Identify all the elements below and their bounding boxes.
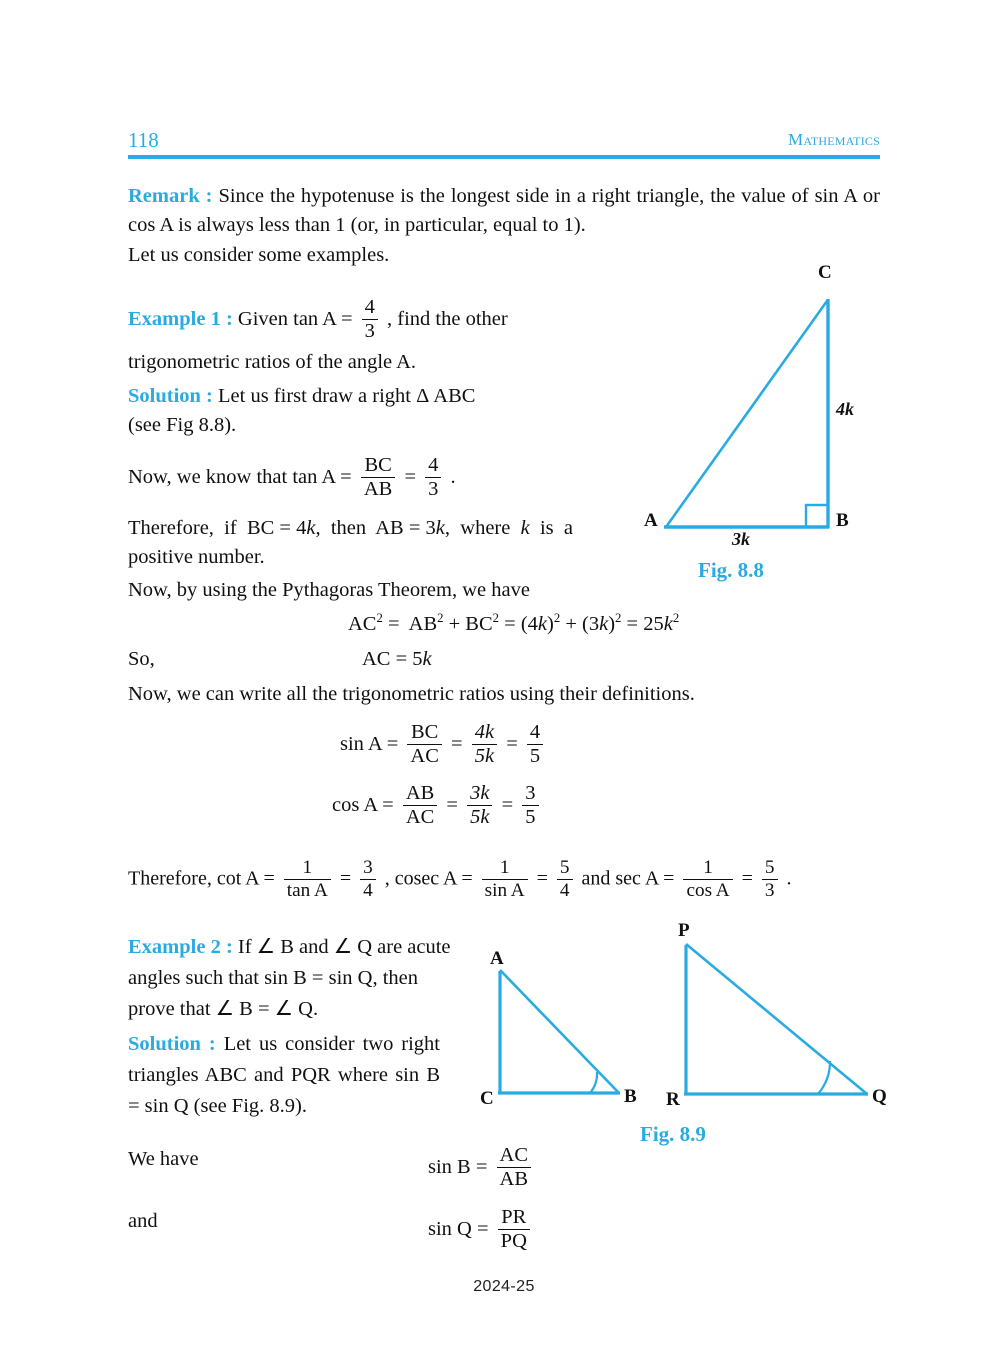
equals-sign: = — [404, 466, 417, 489]
ac-over-ab-fraction — [497, 1144, 531, 1191]
angle-arc-q — [818, 1061, 830, 1094]
cot-f2-den: 4 — [360, 879, 376, 902]
sin-a-label: sin A = — [340, 733, 399, 756]
cot-f1-num: 1 — [302, 857, 313, 878]
vertex-label-a-small: A — [490, 948, 504, 969]
vertex-label-a: A — [644, 510, 658, 531]
so-text: So, — [128, 648, 155, 670]
3-over-5-fraction — [522, 782, 538, 829]
example-1-label: Example 1 : — [128, 308, 233, 331]
solution-2-block — [128, 1029, 440, 1122]
therefore-bc-paragraph — [128, 514, 598, 572]
three-denominator: 3 — [425, 477, 441, 501]
segment-pq — [686, 944, 867, 1094]
sin-a-f3-num: 4 — [529, 721, 541, 743]
cosec-label: , cosec A = — [384, 867, 473, 890]
vertex-label-c-small: C — [480, 1088, 494, 1109]
sin-q-equation — [428, 1207, 534, 1254]
pythagoras-text: Now, by using the Pythagoras Theorem, we have — [128, 579, 530, 601]
example-1-text-c: trigonometric ratios of the angle A. — [128, 351, 417, 373]
cos-a-f2-den: 5k — [467, 805, 492, 829]
sin-a-f1-num: BC — [410, 721, 439, 743]
cos-a-label: cos A = — [332, 794, 394, 817]
header-rule — [128, 155, 880, 159]
sin-a-f1-den: AC — [407, 744, 441, 768]
now-know-text: Now, we know that tan A = — [128, 466, 352, 489]
solution-1-label: Solution : — [128, 385, 213, 407]
page-header — [128, 128, 880, 164]
example-1-continuation — [128, 348, 608, 377]
and-text: and — [128, 1210, 158, 1232]
therefore-bc-text: Therefore, if BC = 4k, then AB = 3k, where k is a positive number. — [128, 517, 574, 568]
sec-f2-den: 3 — [762, 879, 778, 902]
sin-q-num: PR — [501, 1206, 527, 1228]
sin-a-equation — [340, 722, 547, 769]
cosec-f1-num: 1 — [499, 857, 510, 878]
4k-over-5k-fraction — [472, 721, 497, 768]
solution-2-text: Let us consider two right triangles ABC and PQR where sin B = sin Q (see Fig. 8.9). — [128, 1033, 441, 1117]
sin-a-eq2: = — [506, 733, 518, 756]
example-2-label: Example 2 : — [128, 936, 233, 958]
vertex-label-r: R — [666, 1089, 680, 1110]
bc-over-ac-fraction — [407, 721, 441, 768]
solution-1-text-a: Let us first draw a right Δ ABC — [218, 385, 476, 407]
sin-b-label: sin B = — [428, 1156, 488, 1179]
vertex-label-p: P — [678, 920, 690, 941]
figure-8-9 — [478, 918, 898, 1118]
consider-examples-line — [128, 241, 880, 270]
footer-year: 2024-25 — [473, 1278, 535, 1295]
segment-ac — [666, 301, 827, 527]
sin-b-equation — [428, 1145, 535, 1192]
chapter-name: Mathematics — [788, 130, 880, 149]
example-1-statement — [128, 297, 608, 344]
write-ratios-line — [128, 680, 868, 709]
cosec-f2-num: 5 — [559, 857, 570, 878]
figure-8-8-caption: Fig. 8.8 — [698, 558, 764, 582]
3k-over-5k-fraction — [467, 782, 492, 829]
example-2-statement — [128, 932, 466, 1025]
figure-8-9-drawing — [478, 918, 898, 1118]
tan-a-ratio-line — [128, 455, 628, 502]
sec-label: and sec A = — [581, 867, 675, 890]
solution-1-block — [128, 382, 598, 440]
cosec-eq: = — [536, 867, 548, 890]
remark-label: Remark : — [128, 185, 213, 207]
segment-ab-small — [500, 970, 619, 1093]
cot-f2-num: 3 — [363, 857, 373, 878]
three-over-four-fraction — [360, 857, 376, 901]
one-over-tan-a-fraction — [284, 857, 331, 901]
side-label-4k: 4k — [836, 399, 854, 419]
sin-q-den: PQ — [498, 1229, 530, 1253]
five-over-three-fraction — [762, 857, 778, 901]
and-label — [128, 1207, 158, 1236]
so-label — [128, 645, 155, 674]
therefore-cot-label: Therefore, cot A = — [128, 867, 275, 890]
example-1-text-a: Given tan A = — [237, 308, 353, 331]
sin-a-f2-den: 5k — [472, 744, 497, 768]
solution-1-text-b: (see Fig 8.8). — [128, 414, 237, 436]
vertex-label-c: C — [818, 262, 832, 283]
4-over-5-fraction — [527, 721, 543, 768]
cosec-f2-den: 4 — [557, 879, 573, 902]
five-over-four-fraction — [557, 857, 573, 901]
vertex-label-q: Q — [872, 1086, 887, 1107]
we-have-label — [128, 1145, 199, 1174]
ac-equals-equation — [362, 645, 432, 674]
sec-period: . — [786, 867, 792, 890]
sec-f2-num: 5 — [764, 857, 775, 878]
pr-over-pq-fraction — [498, 1206, 530, 1253]
cos-a-equation — [332, 783, 543, 830]
sec-f1-num: 1 — [703, 857, 713, 878]
angle-arc-b — [590, 1072, 597, 1093]
sin-b-num: AC — [499, 1144, 529, 1166]
example-2-text: If ∠ B and ∠ Q are acute angles such that sin B = sin Q, then prove that ∠ B = ∠ Q. — [128, 936, 451, 1020]
four-numerator: 4 — [428, 454, 439, 476]
sin-a-eq1: = — [451, 733, 463, 756]
cos-a-eq2: = — [501, 794, 514, 817]
figure-8-8 — [640, 262, 890, 588]
sin-b-den: AB — [497, 1167, 531, 1191]
ac-squared-equation — [348, 610, 888, 639]
tan-a-numerator: 4 — [364, 296, 375, 318]
sec-f1-den: cos A — [683, 879, 732, 902]
remark-paragraph — [128, 182, 880, 240]
ab-denominator: AB — [361, 477, 395, 501]
cos-a-f3-num: 3 — [525, 782, 536, 804]
remark-text: Since the hypotenuse is the longest side in a right triangle, the value of sin A or cos A is always less than 1 (or, in particular, equal to 1). — [128, 185, 880, 236]
ac-equals-text: AC = 5k — [362, 648, 432, 670]
tan-a-denominator: 3 — [362, 319, 378, 343]
cosec-f1-den: sin A — [482, 879, 528, 902]
ab-over-ac-fraction — [403, 782, 437, 829]
page-number: 118 — [128, 128, 159, 152]
cos-a-eq1: = — [446, 794, 458, 817]
we-have-text: We have — [128, 1148, 199, 1170]
right-angle-marker — [806, 505, 828, 527]
period: . — [450, 466, 456, 489]
sin-a-f3-den: 5 — [527, 744, 543, 768]
sin-a-f2-num: 4k — [474, 721, 495, 743]
four-over-three-fraction — [425, 454, 441, 501]
sin-q-label: sin Q = — [428, 1218, 489, 1241]
one-over-cos-a-fraction — [683, 857, 732, 901]
example-1-text-b: , find the other — [387, 308, 508, 331]
vertex-label-b-small: B — [624, 1086, 637, 1107]
sec-eq: = — [741, 867, 753, 890]
bc-numerator: BC — [364, 454, 392, 476]
consider-examples-text: Let us consider some examples. — [128, 244, 390, 266]
cos-a-f2-num: 3k — [470, 782, 490, 804]
write-ratios-text: Now, we can write all the trigonometric ratios using their definitions. — [128, 683, 695, 705]
side-label-3k: 3k — [732, 529, 750, 549]
cot-eq: = — [339, 867, 352, 890]
cot-f1-den: tan A — [284, 879, 331, 902]
cos-a-f3-den: 5 — [522, 805, 538, 829]
one-over-sin-a-fraction — [482, 857, 528, 901]
figure-8-9-caption: Fig. 8.9 — [640, 1122, 706, 1146]
solution-2-label: Solution : — [128, 1033, 216, 1055]
cot-cosec-sec-line — [128, 858, 888, 902]
bc-over-ab-fraction — [361, 454, 395, 501]
ac-squared-text: $AC^2 = AB^2 + BC^2 = (4k)^2 + (3k)^2 = 25k^2$ — [348, 611, 680, 635]
tan-a-fraction — [362, 296, 378, 343]
cos-a-f1-den: AC — [403, 805, 437, 829]
cos-a-f1-num: AB — [405, 782, 435, 804]
vertex-label-b: B — [836, 510, 849, 531]
